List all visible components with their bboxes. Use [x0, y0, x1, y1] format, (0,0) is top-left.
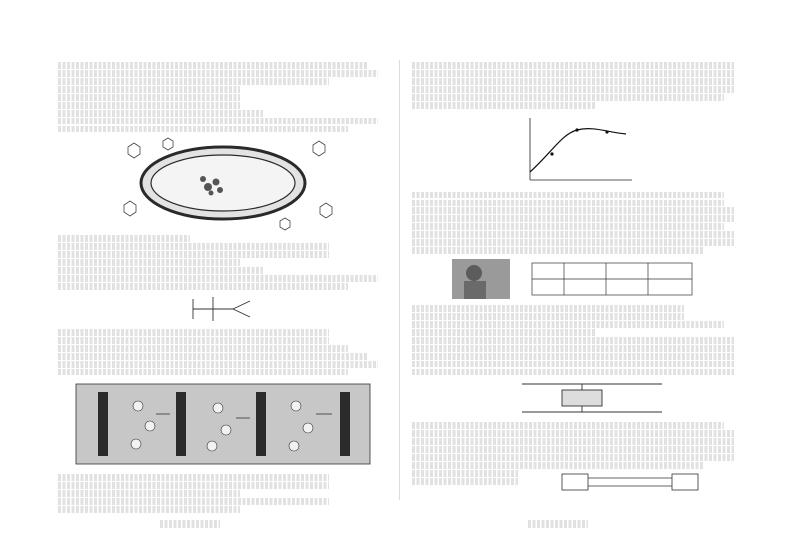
q14-option	[412, 305, 684, 312]
question-16	[412, 430, 744, 494]
titration-curve-figure	[412, 112, 744, 188]
q12-line	[58, 369, 348, 376]
q12-option	[58, 482, 329, 489]
right-column	[412, 62, 744, 494]
q11-option	[58, 345, 348, 352]
question-11	[58, 275, 388, 359]
section-2-header	[412, 207, 744, 230]
q11-line	[58, 275, 378, 282]
data-table	[532, 263, 692, 295]
cell-housing	[76, 384, 370, 464]
q10-line	[58, 118, 378, 125]
q16-line	[412, 446, 734, 453]
q14-option	[412, 329, 595, 336]
q13-line	[412, 78, 734, 85]
left-column	[58, 62, 388, 514]
photo-figure-icon	[412, 257, 744, 301]
q9-line	[58, 62, 368, 69]
q12-option	[58, 506, 240, 513]
q13-line	[412, 94, 724, 101]
q9-option	[58, 102, 240, 109]
q13-option	[412, 200, 724, 207]
q11-option	[58, 337, 329, 344]
q13-line	[412, 86, 734, 93]
rail-circuit-figure	[412, 378, 744, 418]
question-12	[58, 361, 388, 513]
q12-option	[58, 490, 240, 497]
q10-option	[58, 259, 240, 266]
rail-circuit-icon	[412, 378, 744, 418]
titration-curve	[530, 128, 626, 171]
battery-diagram-figure	[58, 378, 388, 470]
q15-option	[412, 422, 724, 429]
question-15	[412, 337, 744, 429]
q16-options	[412, 470, 532, 486]
organelle-membranes	[141, 147, 305, 219]
q15-line	[412, 369, 734, 376]
question-9	[58, 62, 388, 117]
q16-line	[412, 438, 734, 445]
q16-option	[412, 478, 518, 485]
column-divider	[399, 60, 400, 500]
question-14	[412, 231, 744, 335]
q9-line	[58, 70, 378, 77]
q10-option	[58, 243, 329, 250]
q16-line	[412, 454, 734, 461]
q16-line	[412, 462, 704, 469]
q14-option	[412, 313, 684, 320]
q15-line	[412, 361, 734, 368]
section-2-line	[412, 207, 734, 214]
q10-line	[58, 126, 348, 133]
q9-line	[58, 78, 329, 85]
q9-option	[58, 110, 263, 117]
q11-option	[58, 329, 329, 336]
q10-option	[58, 251, 329, 258]
q12-option	[58, 474, 329, 481]
titration-curve-icon	[412, 112, 744, 188]
q15-line	[412, 337, 734, 344]
q9-option	[58, 94, 240, 101]
q16-line	[412, 430, 734, 437]
molecule-structure-icon	[58, 293, 388, 325]
q13-line	[412, 62, 734, 69]
q12-line	[58, 361, 378, 368]
question-13	[412, 62, 744, 206]
transformer-figure-icon	[532, 470, 732, 494]
q16-option	[412, 470, 518, 477]
page-footer-left	[160, 520, 220, 528]
section-2-line	[412, 215, 734, 222]
q11-line	[58, 283, 348, 290]
q9-option	[58, 86, 240, 93]
section-2-line	[412, 223, 724, 230]
q15-line	[412, 345, 734, 352]
q14-option	[412, 321, 724, 328]
page-footer-right	[528, 520, 588, 528]
molecule-structure-figure	[58, 293, 388, 325]
q11-option	[58, 353, 368, 360]
q14-line	[412, 239, 734, 246]
q13-line	[412, 102, 595, 109]
battery-diagram-icon	[58, 378, 388, 470]
q12-option	[58, 498, 329, 505]
q13-option	[412, 192, 724, 199]
cell-figure	[58, 135, 388, 231]
photo-and-table-figure	[412, 257, 744, 301]
q10-option	[58, 267, 263, 274]
question-10	[58, 118, 388, 274]
q13-line	[412, 70, 734, 77]
q14-line	[412, 247, 704, 254]
q15-line	[412, 353, 734, 360]
q16-options-and-figure	[412, 470, 744, 494]
q14-line	[412, 231, 734, 238]
q10-option	[58, 235, 190, 242]
cell-figure-icon	[58, 135, 388, 231]
